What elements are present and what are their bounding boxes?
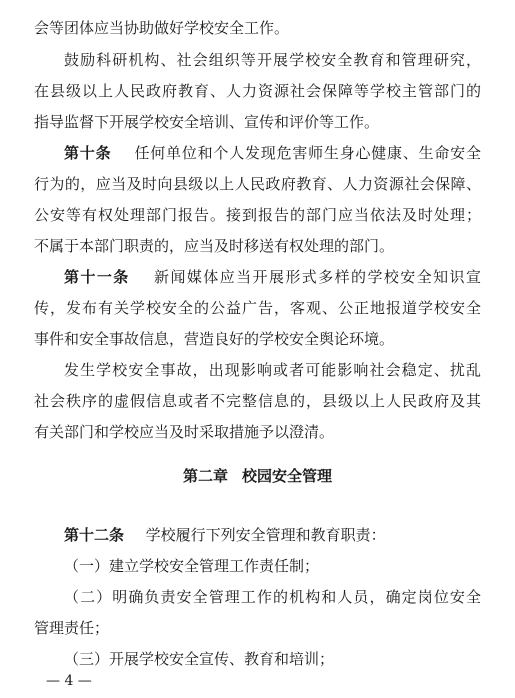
text-line: 有关部门和学校应当及时采取措施予以澄清。 (34, 423, 335, 441)
text-line: 行为的，应当及时向县级以上人民政府教育、人力资源社会保障、 (34, 175, 481, 193)
article-paragraph-start (34, 525, 481, 545)
text-line: 公安等有权处理部门报告。接到报告的部门应当依法及时处理； (34, 206, 481, 224)
text-line: 事件和安全事故信息，营造良好的学校安全舆论环境。 (34, 330, 395, 348)
article-paragraph-start (34, 143, 481, 163)
article-heading: 第十二条 (64, 526, 125, 544)
article-paragraph-start (34, 267, 481, 287)
chapter-title: 校园安全管理 (242, 467, 333, 485)
text-line: 不属于本部门职责的，应当及时移送有权处理的部门。 (34, 237, 395, 255)
chapter-number: 第二章 (182, 467, 228, 485)
text-line: 鼓励科研机构、社会组织等开展学校安全教育和管理研究， (64, 51, 481, 69)
text-line: 任何单位和个人发现危害师生身心健康、生命安全 (134, 144, 481, 162)
text-line: 管理责任； (34, 619, 110, 637)
text-line: 新闻媒体应当开展形式多样的学校安全知识宣 (154, 268, 481, 286)
article-heading: 第十条 (64, 144, 112, 162)
text-line: 在县级以上人民政府教育、人力资源社会保障等学校主管部门的 (34, 82, 481, 100)
list-item: （二）明确负责安全管理工作的机构和人员，确定岗位安全 (64, 588, 481, 606)
page-number: — 4 — (46, 673, 92, 689)
text-line: 社会秩序的虚假信息或者不完整信息的，县级以上人民政府及其 (34, 392, 481, 410)
chapter-heading (0, 466, 515, 486)
article-heading: 第十一条 (64, 268, 130, 286)
text-line: 会等团体应当协助做好学校安全工作。 (34, 19, 290, 37)
list-item: （三）开展学校安全宣传、教育和培训； (64, 650, 335, 668)
text-line: 发生学校安全事故，出现影响或者可能影响社会稳定、扰乱 (64, 361, 481, 379)
list-item: （一）建立学校安全管理工作责任制； (64, 557, 320, 575)
text-line: 学校履行下列安全管理和教育职责： (145, 526, 386, 544)
text-line: 传，发布有关学校安全的公益广告，客观、公正地报道学校安全 (34, 299, 481, 317)
text-line: 指导监督下开展学校安全培训、宣传和评价等工作。 (34, 113, 380, 131)
